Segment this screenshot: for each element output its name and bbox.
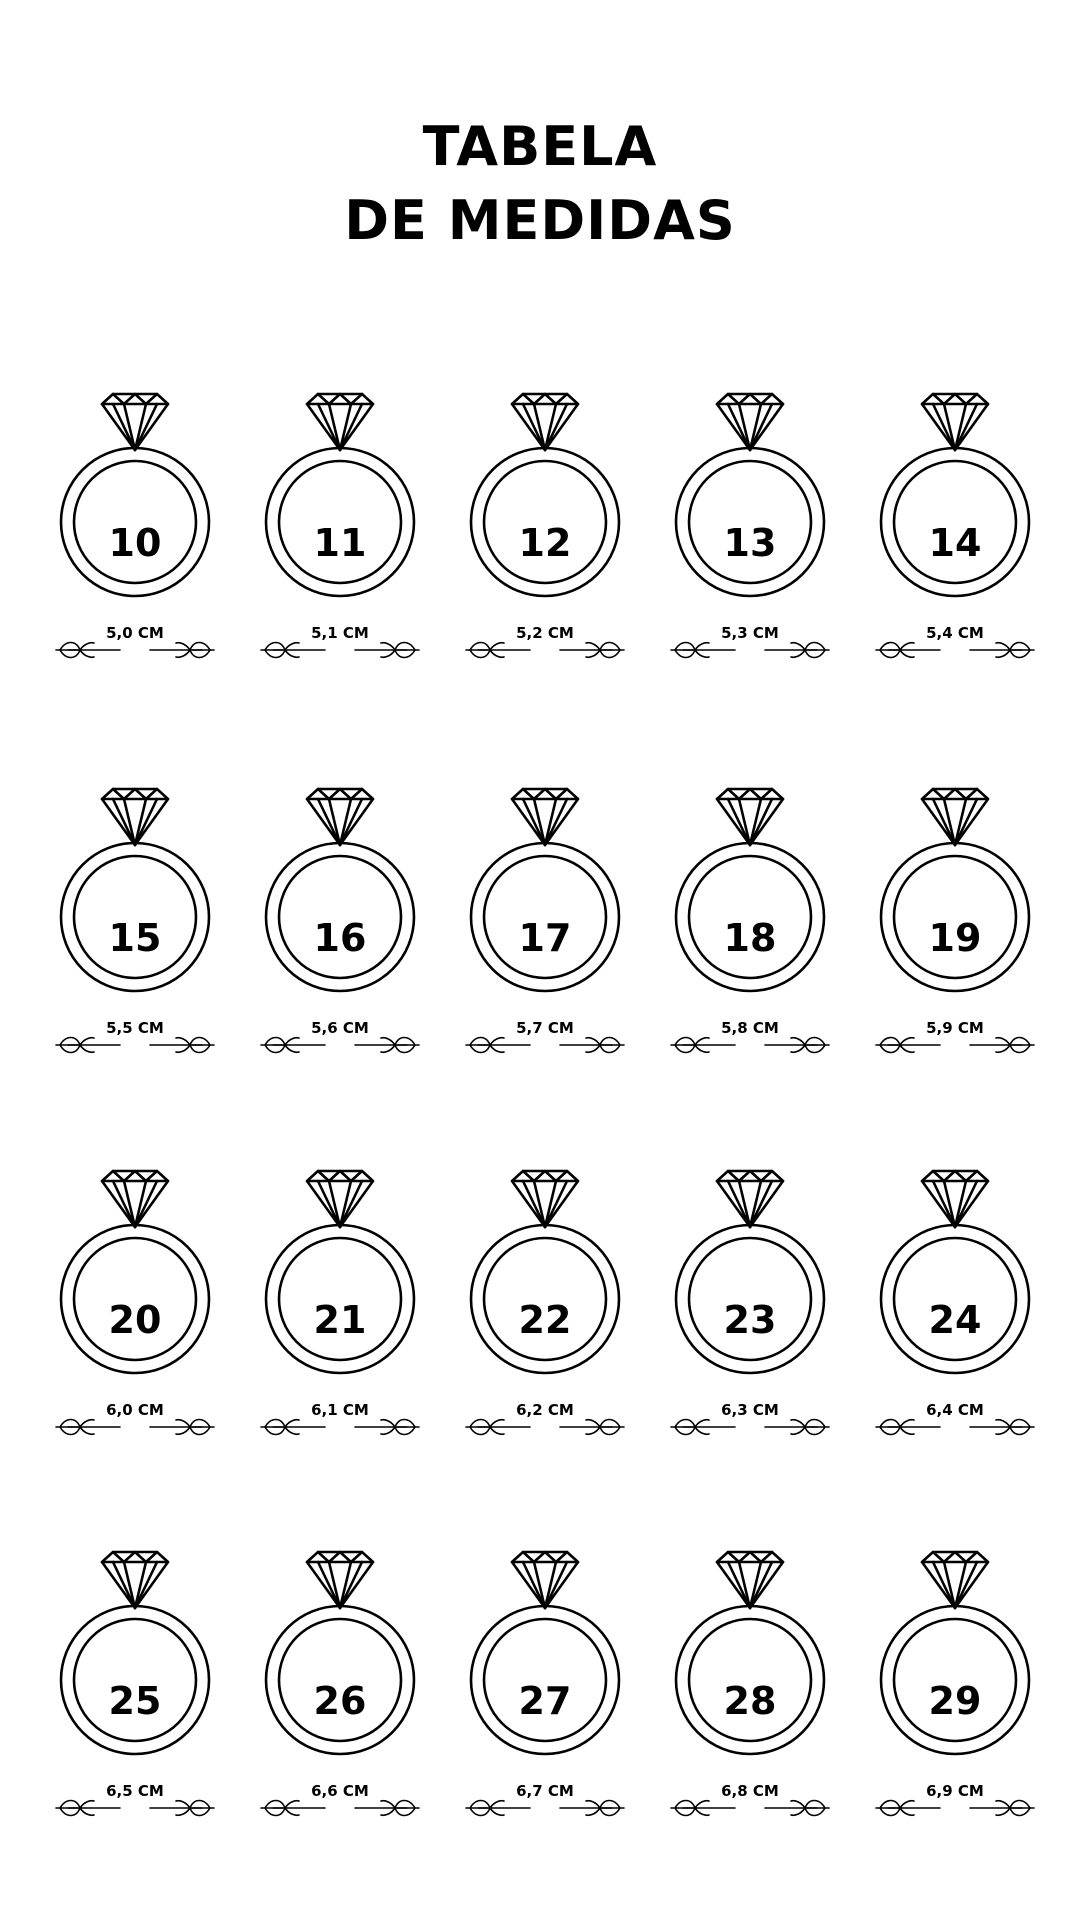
ring-size-number: 27: [518, 1679, 572, 1723]
diamond-ring-icon: [665, 1548, 835, 1768]
measurement-label: 5,4 CM: [926, 624, 984, 642]
ring-size-29: [870, 1548, 1040, 1838]
measurement: [50, 1017, 220, 1061]
measurement: [255, 1780, 425, 1824]
measurement-label: 6,6 CM: [311, 1782, 369, 1800]
ring-size-24: [870, 1167, 1040, 1457]
ring-size-15: [50, 785, 220, 1075]
ring-size-27: [460, 1548, 630, 1838]
ring-size-16: [255, 785, 425, 1075]
ring-size-20: [50, 1167, 220, 1457]
ring-size-number: 16: [313, 916, 367, 960]
diamond-ring-icon: [460, 390, 630, 610]
measurement: [255, 1017, 425, 1061]
ring-size-number: 24: [928, 1298, 982, 1342]
measurement-label: 5,8 CM: [721, 1019, 779, 1037]
diamond-ring-icon: [460, 1167, 630, 1387]
ring-size-number: 20: [108, 1298, 162, 1342]
ring-size-number: 26: [313, 1679, 367, 1723]
diamond-ring-icon: [255, 785, 425, 1005]
title-line-2: DE MEDIDAS: [344, 189, 736, 252]
measurement: [50, 622, 220, 666]
ring-size-26: [255, 1548, 425, 1838]
ring-size-number: 25: [108, 1679, 162, 1723]
measurement-label: 6,9 CM: [926, 1782, 984, 1800]
measurement-label: 5,9 CM: [926, 1019, 984, 1037]
measurement-label: 5,5 CM: [106, 1019, 164, 1037]
measurement: [460, 622, 630, 666]
ring-size-12: [460, 390, 630, 680]
measurement: [50, 1399, 220, 1443]
diamond-ring-icon: [665, 1167, 835, 1387]
ring-size-18: [665, 785, 835, 1075]
measurement-label: 6,4 CM: [926, 1401, 984, 1419]
measurement-label: 5,2 CM: [516, 624, 574, 642]
measurement-label: 6,0 CM: [106, 1401, 164, 1419]
diamond-ring-icon: [460, 785, 630, 1005]
ring-size-23: [665, 1167, 835, 1457]
measurement: [255, 1399, 425, 1443]
ring-size-17: [460, 785, 630, 1075]
ring-size-13: [665, 390, 835, 680]
ring-size-number: 21: [313, 1298, 367, 1342]
page-title: [0, 110, 1080, 258]
measurement: [50, 1780, 220, 1824]
ring-size-number: 19: [928, 916, 982, 960]
measurement-label: 6,3 CM: [721, 1401, 779, 1419]
measurement-label: 5,3 CM: [721, 624, 779, 642]
diamond-ring-icon: [665, 785, 835, 1005]
ring-size-14: [870, 390, 1040, 680]
title-line-1: TABELA: [422, 115, 658, 178]
measurement: [460, 1780, 630, 1824]
diamond-ring-icon: [50, 1548, 220, 1768]
ring-size-19: [870, 785, 1040, 1075]
diamond-ring-icon: [870, 1167, 1040, 1387]
measurement-label: 6,8 CM: [721, 1782, 779, 1800]
ring-size-10: [50, 390, 220, 680]
ring-size-number: 17: [518, 916, 572, 960]
diamond-ring-icon: [255, 1167, 425, 1387]
diamond-ring-icon: [665, 390, 835, 610]
measurement: [870, 1017, 1040, 1061]
ring-size-number: 11: [313, 521, 367, 565]
diamond-ring-icon: [870, 785, 1040, 1005]
ring-size-25: [50, 1548, 220, 1838]
ring-size-number: 12: [518, 521, 572, 565]
ring-size-number: 29: [928, 1679, 982, 1723]
diamond-ring-icon: [870, 1548, 1040, 1768]
measurement: [870, 1399, 1040, 1443]
ring-size-number: 15: [108, 916, 162, 960]
ring-size-number: 10: [108, 521, 162, 565]
measurement: [665, 1017, 835, 1061]
diamond-ring-icon: [255, 1548, 425, 1768]
measurement: [665, 1399, 835, 1443]
ring-size-number: 28: [723, 1679, 777, 1723]
diamond-ring-icon: [50, 1167, 220, 1387]
measurement-label: 5,1 CM: [311, 624, 369, 642]
ring-size-21: [255, 1167, 425, 1457]
measurement-label: 6,5 CM: [106, 1782, 164, 1800]
diamond-ring-icon: [255, 390, 425, 610]
measurement: [870, 622, 1040, 666]
ring-size-28: [665, 1548, 835, 1838]
measurement-label: 5,7 CM: [516, 1019, 574, 1037]
ring-size-number: 13: [723, 521, 777, 565]
measurement: [870, 1780, 1040, 1824]
ring-size-11: [255, 390, 425, 680]
measurement-label: 6,1 CM: [311, 1401, 369, 1419]
measurement: [460, 1399, 630, 1443]
measurement-label: 5,0 CM: [106, 624, 164, 642]
measurement-label: 5,6 CM: [311, 1019, 369, 1037]
ring-size-22: [460, 1167, 630, 1457]
measurement: [460, 1017, 630, 1061]
measurement-label: 6,2 CM: [516, 1401, 574, 1419]
measurement: [255, 622, 425, 666]
measurement: [665, 622, 835, 666]
ring-size-number: 23: [723, 1298, 777, 1342]
ring-size-number: 14: [928, 521, 982, 565]
ring-size-number: 18: [723, 916, 777, 960]
measurement: [665, 1780, 835, 1824]
diamond-ring-icon: [50, 785, 220, 1005]
diamond-ring-icon: [870, 390, 1040, 610]
ring-size-number: 22: [518, 1298, 572, 1342]
measurement-label: 6,7 CM: [516, 1782, 574, 1800]
diamond-ring-icon: [460, 1548, 630, 1768]
diamond-ring-icon: [50, 390, 220, 610]
